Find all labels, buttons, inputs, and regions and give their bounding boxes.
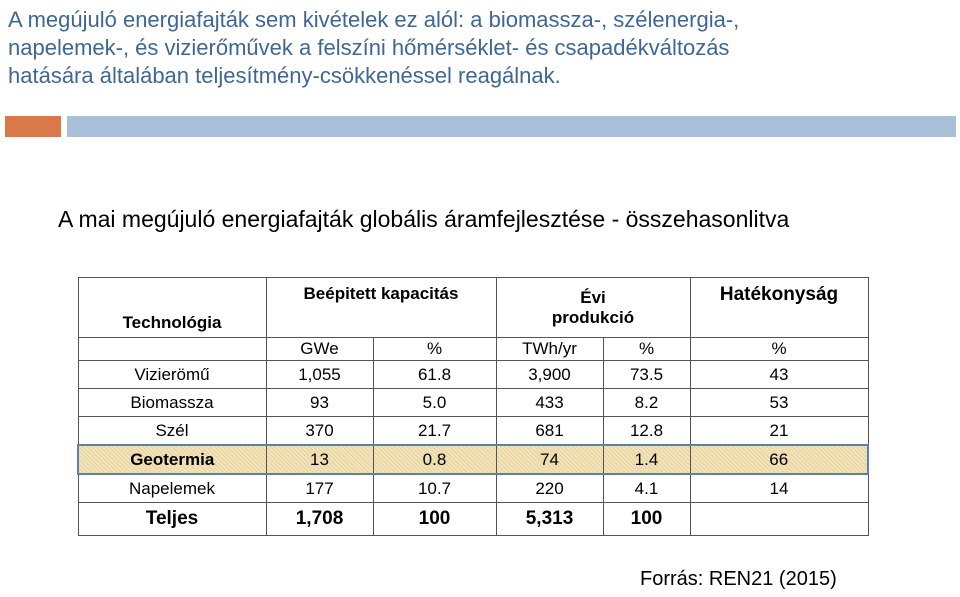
- unit-cell: %: [690, 338, 868, 361]
- cell: 12.8: [603, 417, 690, 446]
- intro-line: napelemek-, és vizierőművek a felszíni hőmérséklet- és csapadékváltozás: [8, 35, 730, 60]
- cell: 370: [266, 417, 373, 446]
- cell: 220: [496, 474, 603, 503]
- table-row: [78, 361, 868, 389]
- unit-cell: TWh/yr: [496, 338, 603, 361]
- cell-technology: Biomassza: [78, 389, 266, 417]
- unit-cell: %: [373, 338, 496, 361]
- header-efficiency: Hatékonyság: [690, 278, 868, 338]
- cell: 433: [496, 389, 603, 417]
- decorative-bar-blue: [67, 116, 956, 137]
- cell: 13: [266, 445, 373, 474]
- cell: 10.7: [373, 474, 496, 503]
- unit-cell: GWe: [266, 338, 373, 361]
- cell: 0.8: [373, 445, 496, 474]
- cell-technology: Teljes: [78, 503, 266, 536]
- intro-line: A megújuló energiafajták sem kivételek ez alól: a biomassza-, szélenergia-,: [8, 7, 740, 32]
- decorative-bar-orange: [5, 116, 61, 137]
- cell: 21: [690, 417, 868, 446]
- cell: 177: [266, 474, 373, 503]
- cell: 100: [603, 503, 690, 536]
- table-total-row: [78, 503, 868, 536]
- cell-technology: Szél: [78, 417, 266, 446]
- table-row: [78, 389, 868, 417]
- table-row: [78, 474, 868, 503]
- cell: 100: [373, 503, 496, 536]
- cell: 1,708: [266, 503, 373, 536]
- units-spacer: [78, 338, 266, 361]
- cell: 43: [690, 361, 868, 389]
- cell: 681: [496, 417, 603, 446]
- header-production-line1: Évi: [580, 287, 606, 307]
- source-citation: Forrás: REN21 (2015): [640, 568, 837, 590]
- cell: 14: [690, 474, 868, 503]
- cell-technology: Geotermia: [78, 445, 266, 474]
- energy-table: [77, 277, 869, 536]
- cell: 1.4: [603, 445, 690, 474]
- cell: 4.1: [603, 474, 690, 503]
- cell: 8.2: [603, 389, 690, 417]
- header-production-line2: produkció: [551, 307, 635, 327]
- cell-technology: Napelemek: [78, 474, 266, 503]
- cell: 73.5: [603, 361, 690, 389]
- cell: 3,900: [496, 361, 603, 389]
- table-title: A mai megújuló energiafajták globális áramfejlesztése - összehasonlitva: [58, 206, 790, 232]
- cell: 1,055: [266, 361, 373, 389]
- cell: 53: [690, 389, 868, 417]
- unit-cell: %: [603, 338, 690, 361]
- table-header-row: [78, 278, 868, 338]
- intro-text: [8, 6, 948, 90]
- cell: [690, 503, 868, 536]
- units-row: [78, 338, 868, 361]
- cell-technology: Vizierömű: [78, 361, 266, 389]
- cell: 61.8: [373, 361, 496, 389]
- table-row-highlighted: [78, 445, 868, 474]
- cell: 66: [690, 445, 868, 474]
- cell: 74: [496, 445, 603, 474]
- cell: 5,313: [496, 503, 603, 536]
- intro-line: hatására általában teljesítmény-csökkenéssel reagálnak.: [8, 63, 561, 88]
- table-row: [78, 417, 868, 446]
- header-technology: Technológia: [78, 278, 266, 338]
- cell: 5.0: [373, 389, 496, 417]
- cell: 21.7: [373, 417, 496, 446]
- header-capacity: Beépitett kapacitás: [266, 278, 496, 338]
- header-production: [496, 278, 690, 338]
- cell: 93: [266, 389, 373, 417]
